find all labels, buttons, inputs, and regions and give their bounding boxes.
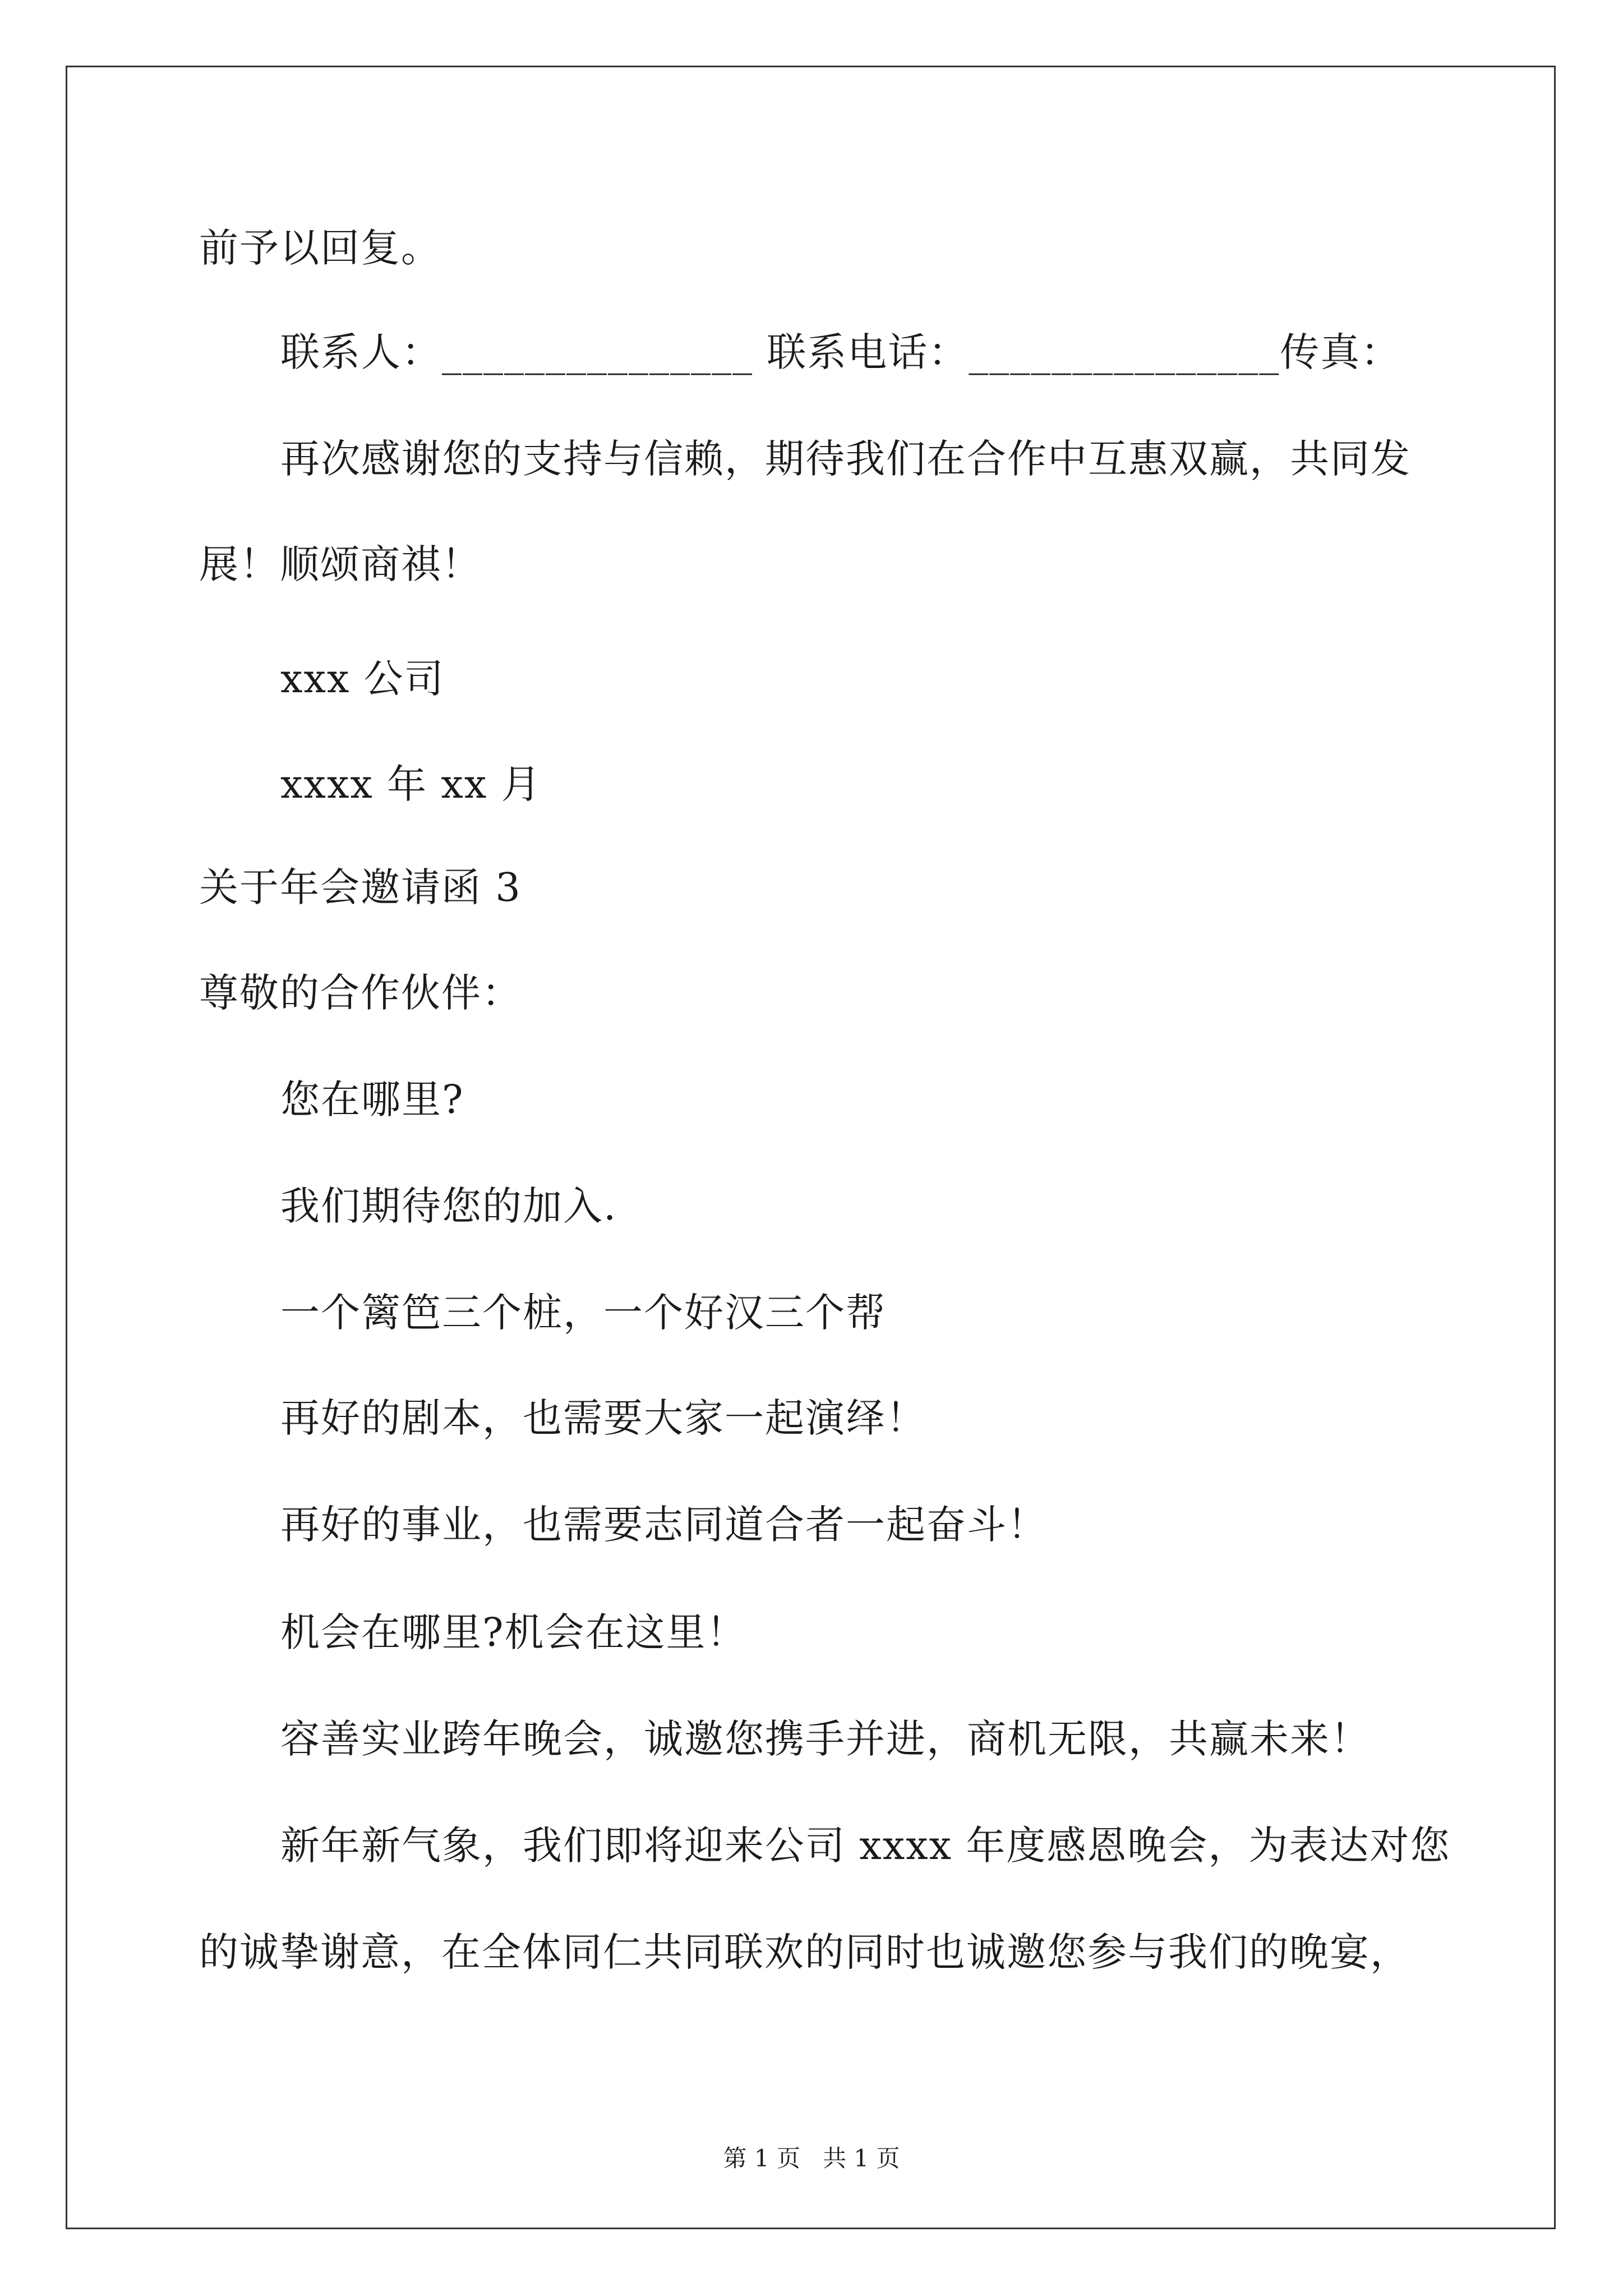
text-line: 容善实业跨年晚会，诚邀您携手并进，商机无限，共赢未来！ xyxy=(280,1716,1371,1762)
text-line: 再好的剧本，也需要大家一起演绎！ xyxy=(280,1395,926,1441)
contact-line: 联系人：_______________ 联系电话：_______________传真： xyxy=(280,329,1401,375)
text-line: 再好的事业，也需要志同道合者一起奋斗！ xyxy=(280,1502,1048,1548)
page-footer: 第 1 页 共 1 页 xyxy=(723,2145,900,2172)
text-line: 前予以回复。 xyxy=(199,225,441,271)
text-line: 新年新气象，我们即将迎来公司 xxxx 年度感恩晚会，为表达对您 xyxy=(280,1823,1451,1869)
text-line: 的诚挚谢意，在全体同仁共同联欢的同时也诚邀您参与我们的晚宴， xyxy=(199,1929,1410,1975)
text-line: 机会在哪里?机会在这里！ xyxy=(280,1609,747,1655)
text-line: 您在哪里? xyxy=(280,1076,464,1122)
text-line: 展！顺颂商祺！ xyxy=(199,541,482,587)
salutation: 尊敬的合作伙伴： xyxy=(199,970,522,1016)
text-line: 一个篱笆三个桩，一个好汉三个帮 xyxy=(280,1290,886,1336)
date-line: xxxx 年 xx 月 xyxy=(280,761,542,807)
company-name: xxx 公司 xyxy=(280,656,445,702)
text-line: 我们期待您的加入. xyxy=(280,1183,617,1229)
section-title: 关于年会邀请函 3 xyxy=(199,864,522,910)
page-border xyxy=(66,66,1556,2229)
text-line: 再次感谢您的支持与信赖，期待我们在合作中互惠双赢，共同发 xyxy=(280,436,1411,482)
